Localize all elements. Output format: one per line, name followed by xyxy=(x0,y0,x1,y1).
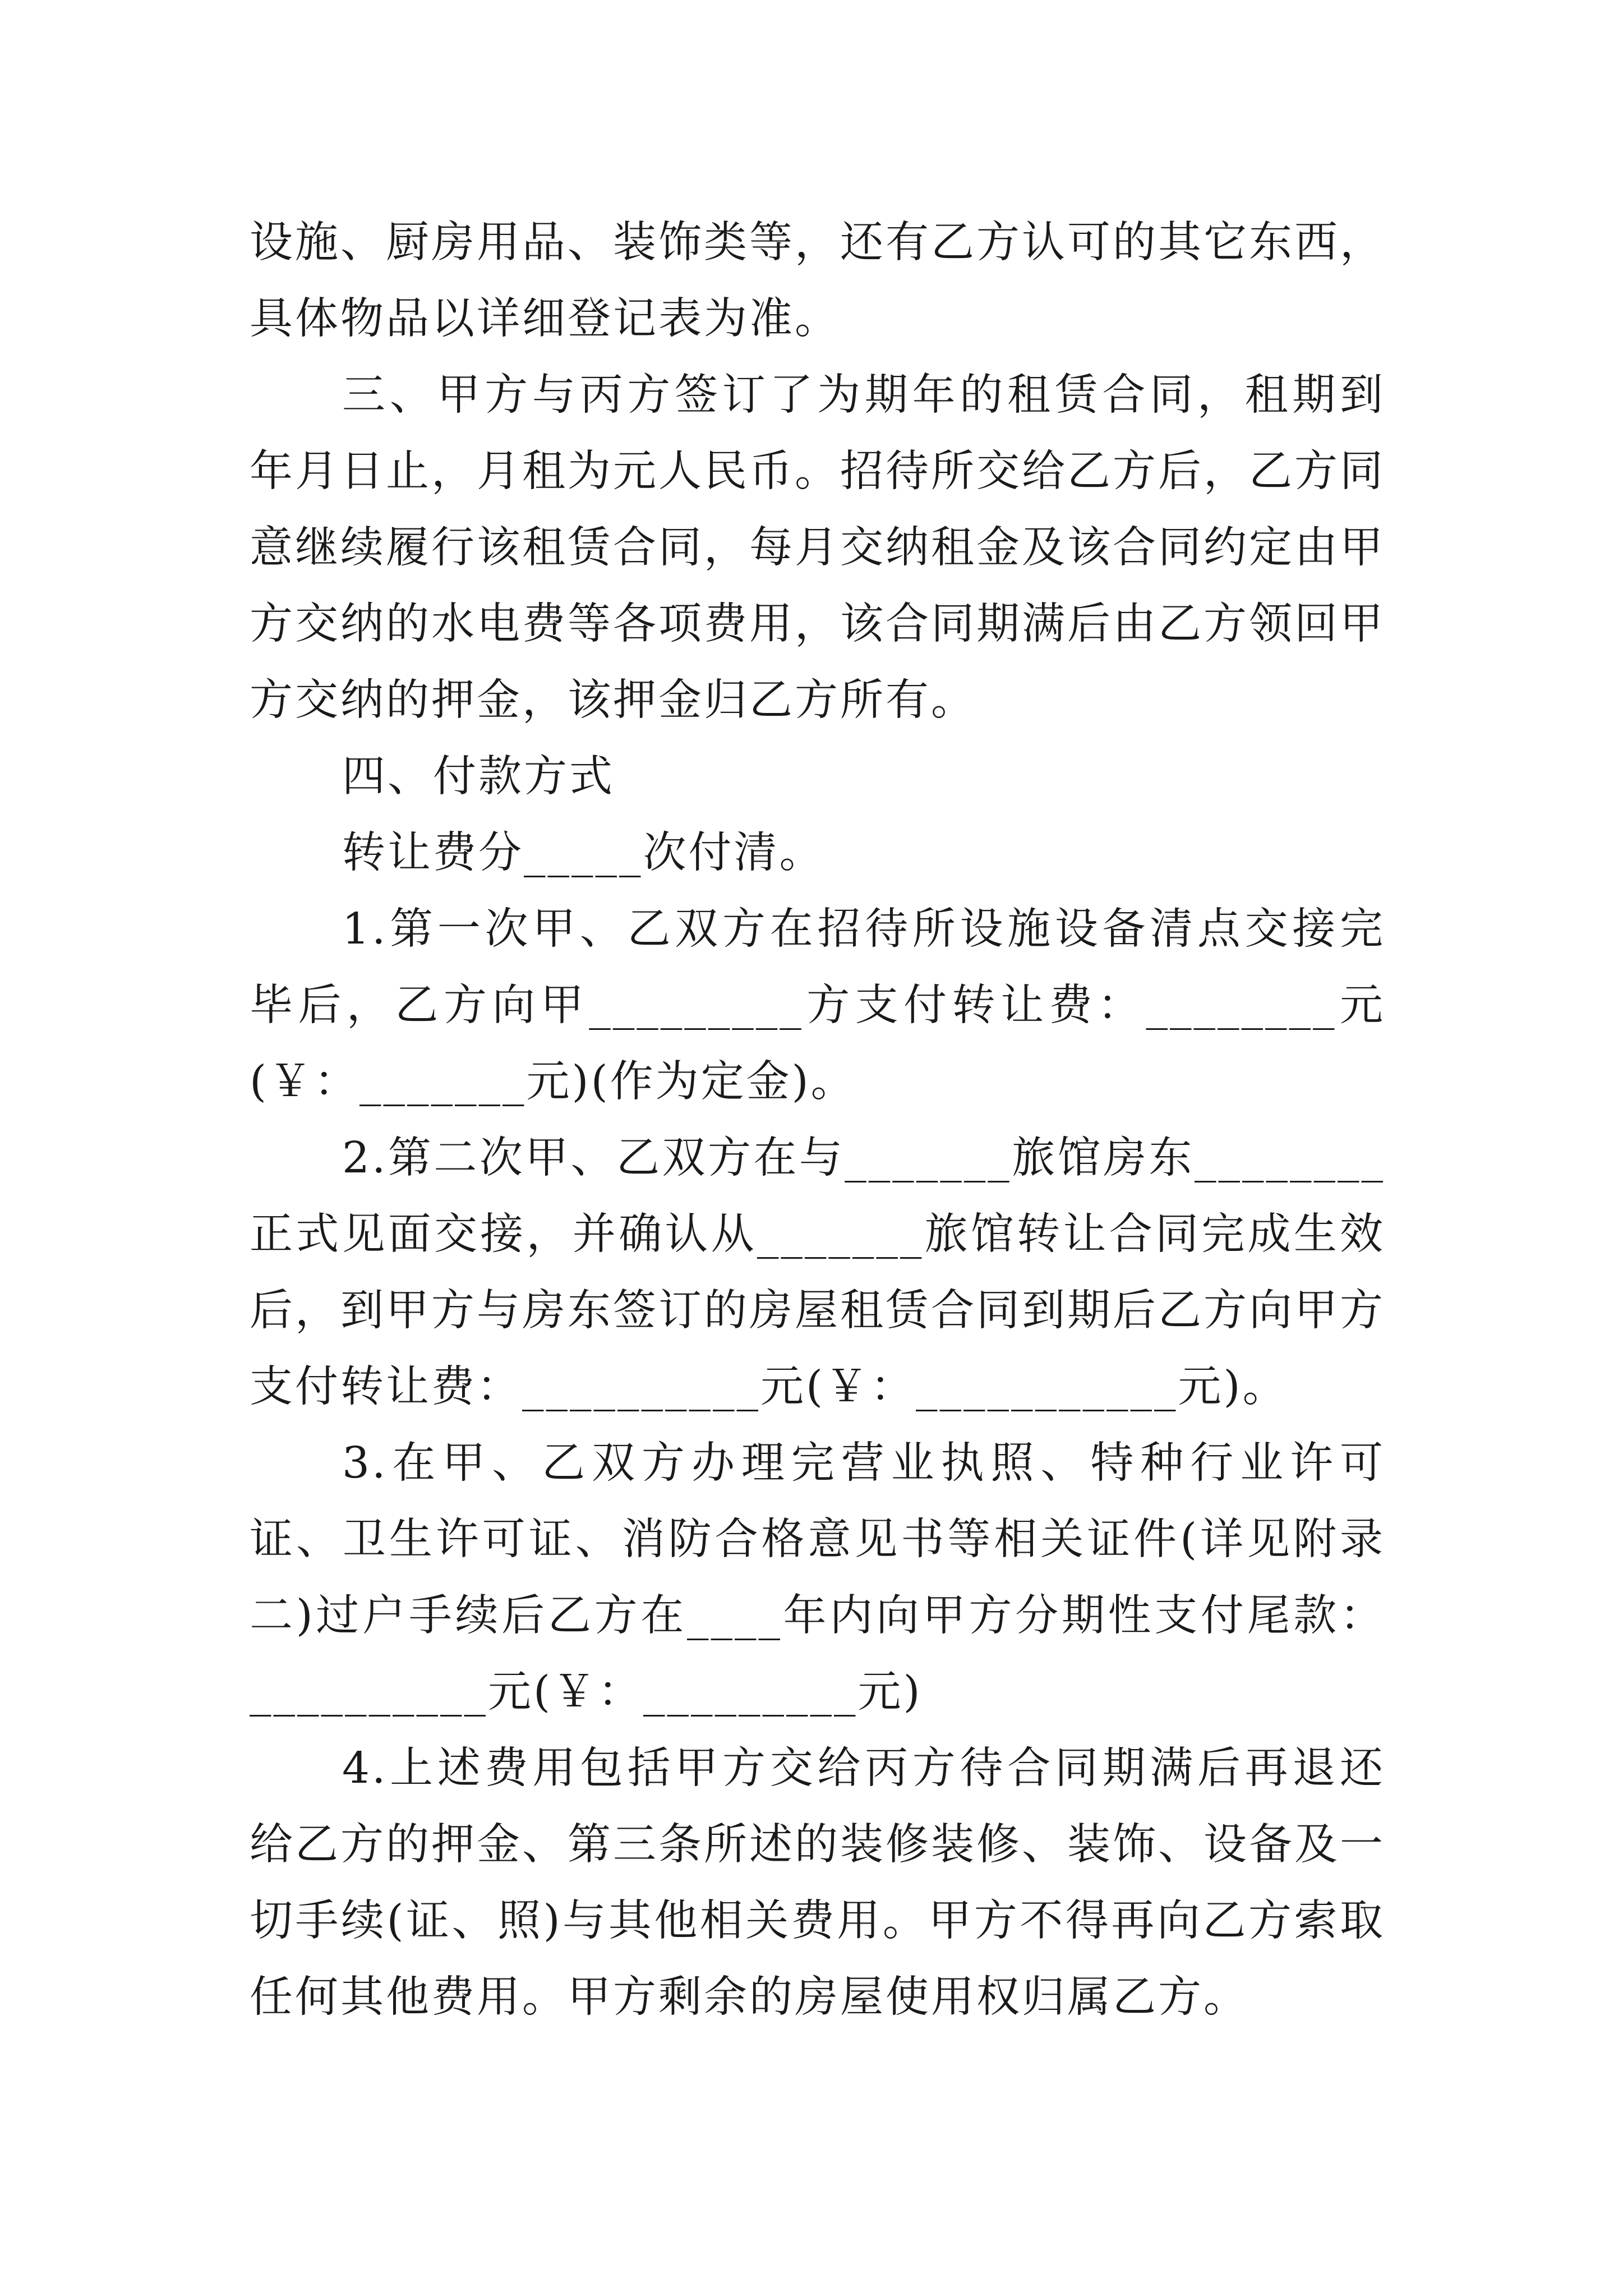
paragraph-clause-three: 三、甲方与丙方签订了为期年的租赁合同，租期到年月日止，月租为元人民币。招待所交给乙方后，乙方同意继续履行该租赁合同，每月交纳租金及该合同约定由甲方交纳的水电费等各项费用，该合同期满后由乙方领回甲方交纳的押金，该押金归乙方所有。 xyxy=(250,370,1385,725)
paragraph-installments: 转让费分_____次付清。 xyxy=(342,828,825,878)
paragraph-payment-item-4: 4.上述费用包括甲方交给丙方待合同期满后再退还给乙方的押金、第三条所述的装修装修、装饰、设备及一切手续(证、照)与其他相关费用。甲方不得再向乙方索取任何其他费用。甲方剩余的房屋使用权归属乙方。 xyxy=(250,1743,1385,2022)
paragraph-clause-four-heading: 四、付款方式 xyxy=(342,752,615,802)
paragraph-payment-item-1: 1.第一次甲、乙双方在招待所设施设备清点交接完毕后，乙方向甲_________方支付转让费：________元(￥：_______元)(作为定金)。 xyxy=(250,904,1385,1107)
paragraph-payment-item-3: 3.在甲、乙双方办理完营业执照、特种行业许可证、卫生许可证、消防合格意见书等相关证件(详见附录二)过户手续后乙方在____年内向甲方分期性支付尾款：__________元(￥：_________元) xyxy=(250,1438,1385,1717)
paragraph-payment-item-2: 2.第二次甲、乙双方在与_______旅馆房东________正式见面交接，并确认从_______旅馆转让合同完成生效后，到甲方与房东签订的房屋租赁合同到期后乙方向甲方支付转让费：__________元(￥：___________元)。 xyxy=(250,1133,1385,1412)
paragraph-continued: 设施、厨房用品、装饰类等，还有乙方认可的其它东西，具体物品以详细登记表为准。 xyxy=(250,218,1385,344)
document-body xyxy=(250,205,1385,2036)
